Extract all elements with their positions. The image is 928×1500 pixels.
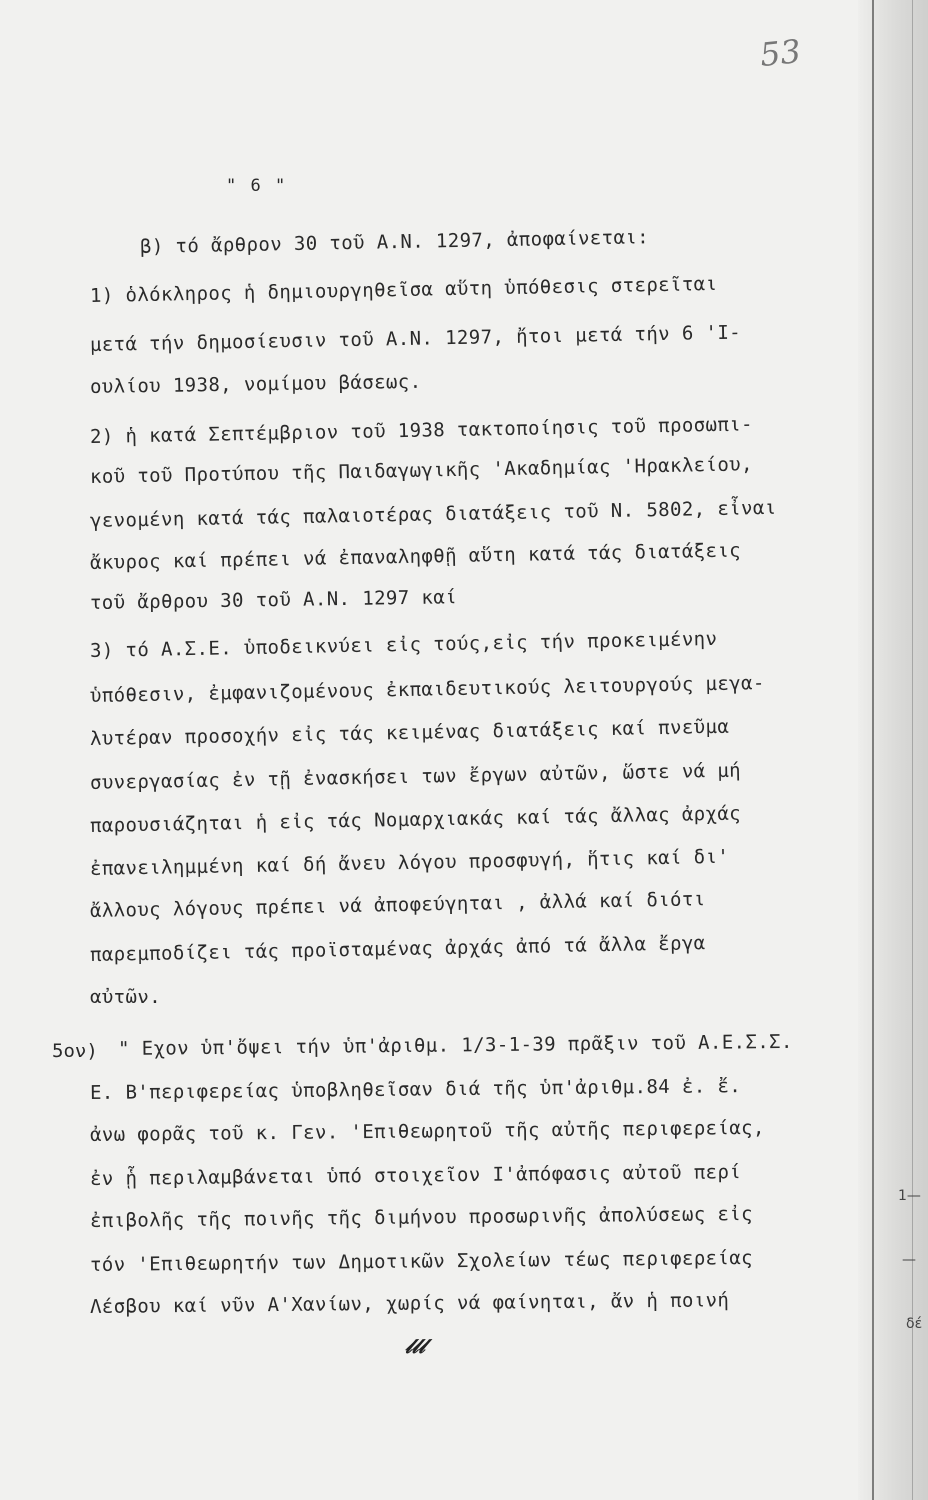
binding-line bbox=[872, 0, 874, 1500]
text-line: γενομένη κατά τάς παλαιοτέρας διατάξεις τοῦ Ν. 5802, εἶναι bbox=[89, 496, 777, 532]
text-line: συνεργασίας ἐν τῇ ἐνασκήσει των ἔργων αὐτῶν, ὥστε νά μή bbox=[89, 759, 742, 794]
text-line: 1) ὁλόκληρος ἡ δημιουργηθεῖσα αὕτη ὑπόθεσις στερεῖται bbox=[89, 272, 718, 307]
margin-mark: 1— bbox=[898, 1188, 921, 1204]
binding-edge bbox=[858, 0, 928, 1500]
text-line: ἄκυρος καί πρέπει νά ἐπαναληφθῇ αὕτη κατά τάς διατάξεις bbox=[89, 539, 742, 574]
text-line: ἐπιβολῆς τῆς ποινῆς τῆς διμήνου προσωρινῆς ἀπολύσεως εἰς bbox=[89, 1203, 754, 1232]
text-line: 3) τό Α.Σ.Ε. ὑποδεικνύει εἰς τούς,εἰς τήν προκειμένην bbox=[89, 627, 718, 662]
text-line: 2) ἡ κατά Σεπτέμβριον τοῦ 1938 τακτοποίησις τοῦ προσωπι- bbox=[89, 413, 754, 448]
margin-mark: δέ bbox=[906, 1316, 923, 1332]
text-line: ουλίου 1938, νομίμου βάσεως. bbox=[89, 370, 422, 398]
signature-mark: 𝓁𝓁𝓁 bbox=[405, 1334, 425, 1358]
text-line: β) τό ἄρθρον 30 τοῦ Α.Ν. 1297, ἀποφαίνεται: bbox=[139, 226, 650, 258]
margin-mark: — bbox=[902, 1252, 916, 1268]
text-line: ἄλλους λόγους πρέπει νά ἀποφεύγηται , ἀλλά καί διότι bbox=[89, 888, 706, 922]
text-line: Ε. Β'περιφερείας ὑποβληθεῖσαν διά τῆς ὑπ'ἀριθμ.84 ἐ. ἔ. bbox=[89, 1075, 742, 1104]
text-line: ὑπόθεσιν, ἐμφανιζομένους ἐκπαιδευτικούς λειτουργούς μεγα- bbox=[89, 672, 765, 707]
binding-line-secondary bbox=[912, 0, 913, 1500]
item-label: 5ον) bbox=[52, 1040, 98, 1062]
text-line: αὐτῶν. bbox=[90, 986, 162, 1008]
text-line: " Εχον ὑπ'ὄψει τήν ὑπ'ἀριθμ. 1/3-1-39 πρᾶξιν τοῦ Α.Ε.Σ.Σ. bbox=[117, 1030, 793, 1060]
text-line: ἐν ᾗ περιλαμβάνεται ὑπό στοιχεῖον Ι'ἀπόφασις αὐτοῦ περί bbox=[89, 1161, 742, 1190]
page-number: 53 bbox=[758, 31, 803, 75]
text-line: ἐπανειλημμένη καί δή ἄνευ λόγου προσφυγή, ἥτις καί δι' bbox=[89, 845, 730, 880]
text-line: τόν 'Επιθεωρητήν των Δημοτικῶν Σχολείων τέως περιφερείας bbox=[89, 1247, 754, 1276]
text-line: τοῦ ἄρθρου 30 τοῦ Α.Ν. 1297 καί bbox=[89, 586, 458, 614]
text-line: παρεμποδίζει τάς προϊσταμένας ἀρχάς ἀπό τά ἄλλα ἔργα bbox=[89, 932, 706, 966]
text-line: κοῦ τοῦ Προτύπου τῆς Παιδαγωγικῆς 'Ακαδημίας 'Ηρακλείου, bbox=[89, 453, 754, 488]
text-line: λυτέραν προσοχήν εἰς τάς κειμένας διατάξεις καί πνεῦμα bbox=[89, 715, 730, 750]
text-line: μετά τήν δημοσίευσιν τοῦ Α.Ν. 1297, ἤτοι μετά τήν 6 'Ι- bbox=[89, 321, 742, 356]
text-line: παρουσιάζηται ἡ εἰς τάς Νομαρχιακάς καί τάς ἄλλας ἀρχάς bbox=[89, 802, 742, 837]
section-number: " 6 " bbox=[226, 176, 288, 196]
text-line: ἀνω φορᾶς τοῦ κ. Γεν. 'Επιθεωρητοῦ τῆς αὐτῆς περιφερείας, bbox=[89, 1116, 765, 1146]
text-line: Λέσβου καί νῦν Α'Χανίων, χωρίς νά φαίνηται, ἄν ἡ ποινή bbox=[89, 1289, 730, 1318]
